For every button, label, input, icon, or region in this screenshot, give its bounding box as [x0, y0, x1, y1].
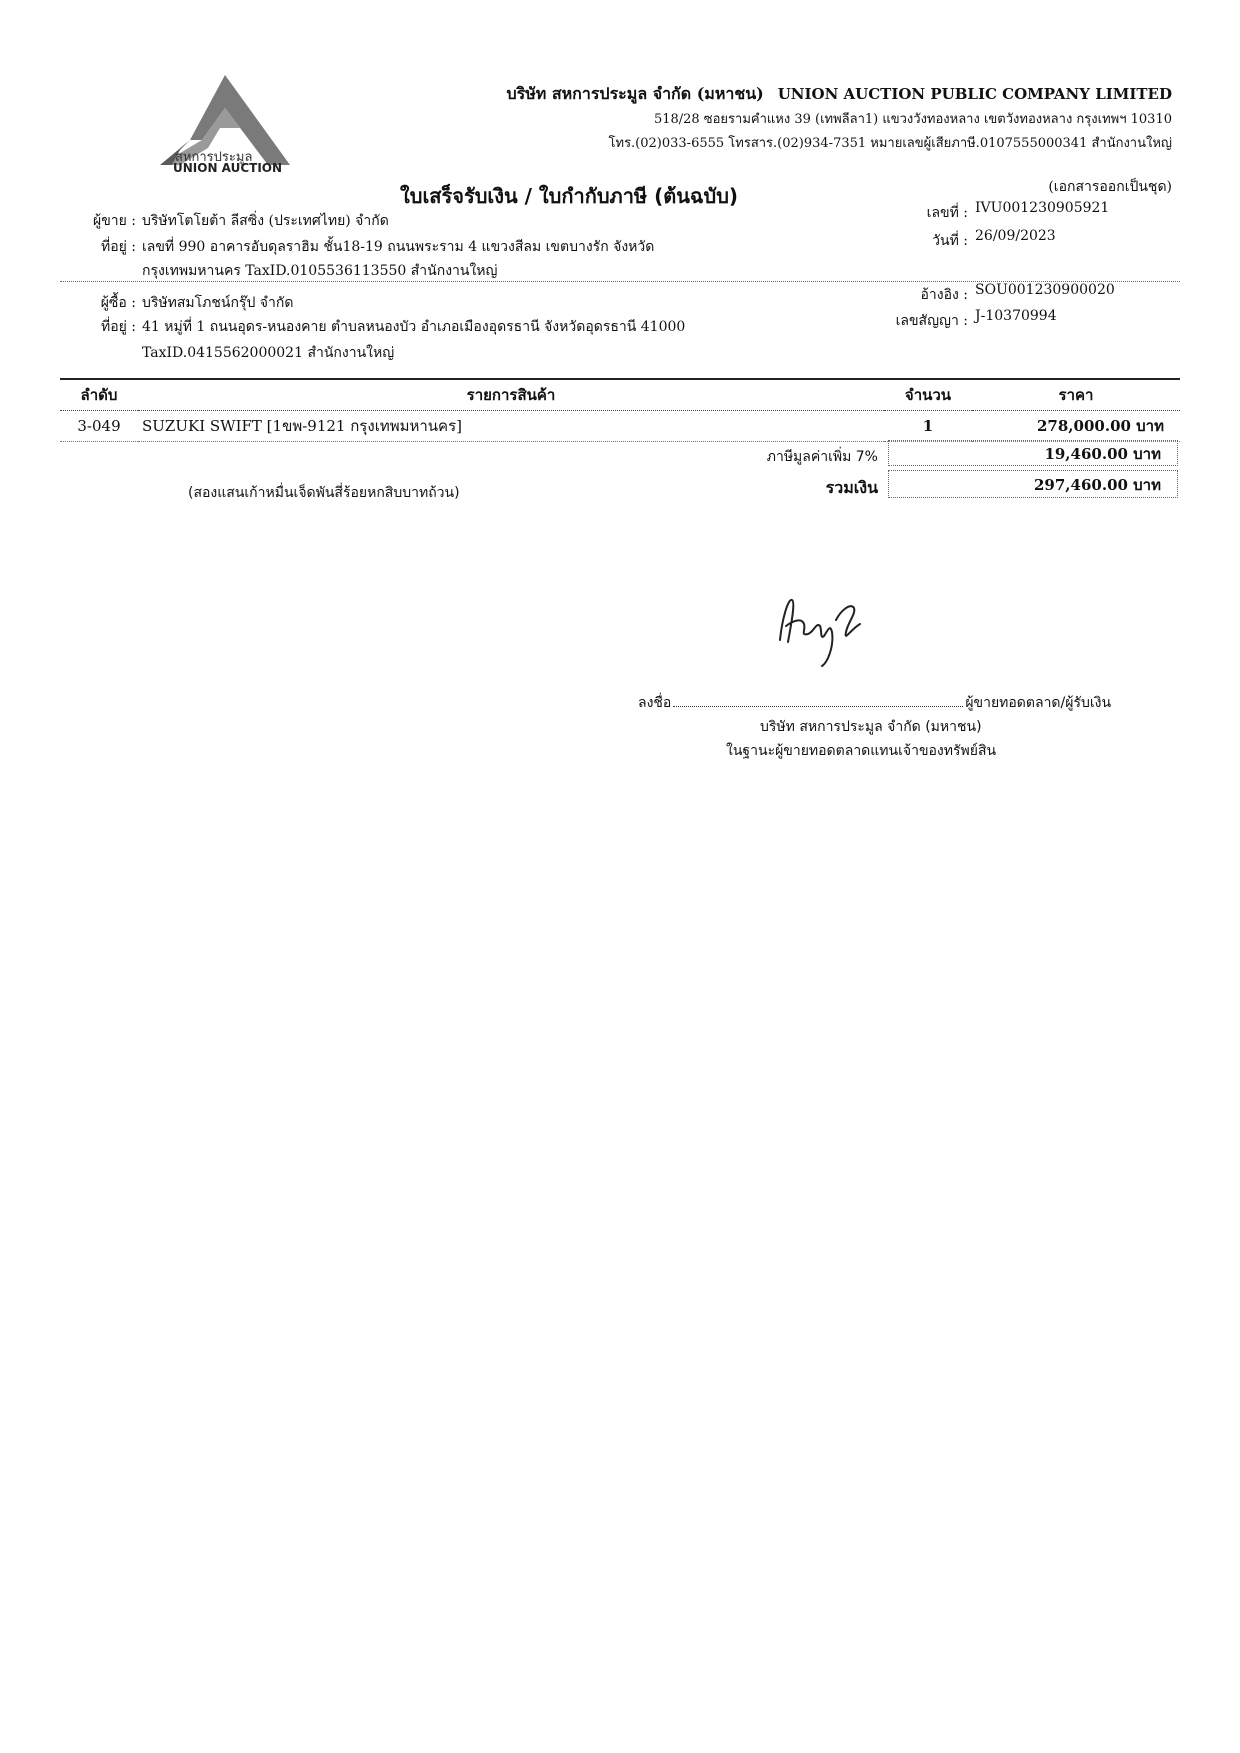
seller-address-line-2: กรุงเทพมหานคร TaxID.0105536113550 สำนักงานใหญ่ — [142, 263, 498, 279]
buyer-address-label: ที่อยู่ : — [100, 319, 136, 335]
document-date: 26/09/2023 — [975, 228, 1056, 244]
column-header-item: รายการสินค้า — [138, 379, 884, 411]
seller-address-line-1: เลขที่ 990 อาคารอับดุลราฮิม ชั้น18-19 ถนนพระราม 4 แขวงสีลม เขตบางรัก จังหวัด — [142, 239, 655, 255]
total-amount: 297,460.00 บาท — [888, 470, 1178, 498]
amount-in-words: (สองแสนเก้าหมื่นเจ็ดพันสี่ร้อยหกสิบบาทถ้วน) — [188, 485, 460, 501]
sign-label — [638, 692, 1111, 714]
buyer-address-line-1: 41 หมู่ที่ 1 ถนนอุดร-หนองคาย ตำบลหนองบัว อำเภอเมืองอุดรธานี จังหวัดอุดรธานี 41000 — [142, 319, 686, 335]
column-header-seq: ลำดับ — [60, 379, 138, 411]
items-table — [60, 378, 1180, 442]
document-number: IVU001230905921 — [975, 200, 1110, 216]
number-label: เลขที่ : — [926, 205, 968, 221]
divider — [60, 281, 1180, 282]
ref-label: อ้างอิง : — [920, 287, 968, 303]
contract-label: เลขสัญญา : — [895, 313, 968, 329]
column-header-price: ราคา — [972, 379, 1180, 411]
seller-label: ผู้ขาย : — [92, 213, 136, 229]
vat-label: ภาษีมูลค่าเพิ่ม 7% — [766, 449, 878, 465]
column-header-qty: จำนวน — [884, 379, 972, 411]
company-name-thai: บริษัท สหการประมูล จำกัด (มหาชน) — [506, 84, 764, 103]
document-title: ใบเสร็จรับเงิน / ใบกำกับภาษี (ต้นฉบับ) — [400, 184, 739, 208]
company-name — [506, 82, 1172, 107]
contract-number: J-10370994 — [975, 308, 1057, 324]
buyer-address-line-2: TaxID.0415562000021 สำนักงานใหญ่ — [142, 345, 395, 361]
handwritten-signature-icon — [770, 590, 880, 670]
table-row — [60, 411, 1180, 442]
total-label: รวมเงิน — [825, 478, 878, 497]
signature-company: บริษัท สหการประมูล จำกัด (มหาชน) — [760, 719, 982, 735]
row-item: SUZUKI SWIFT [1ขพ-9121 กรุงเทพมหานคร] — [138, 411, 884, 442]
company-contact: โทร.(02)033-6555 โทรสาร.(02)934-7351 หมายเลขผู้เสียภาษี.0107555000341 สำนักงานใหญ่ — [608, 136, 1172, 151]
logo-thai-text: สหการประมูล — [175, 150, 253, 165]
seller-name: บริษัทโตโยต้า ลีสซิ่ง (ประเทศไทย) จำกัด — [142, 213, 389, 229]
signature-capacity: ในฐานะผู้ขายทอดตลาดแทนเจ้าของทรัพย์สิน — [726, 743, 997, 759]
row-seq: 3-049 — [60, 411, 138, 442]
company-address: 518/28 ซอยรามคำแหง 39 (เทพลีลา1) แขวงวังทองหลาง เขตวังทองหลาง กรุงเทพฯ 10310 — [653, 112, 1172, 127]
company-name-english: UNION AUCTION PUBLIC COMPANY LIMITED — [777, 85, 1172, 103]
vat-amount: 19,460.00 บาท — [888, 440, 1178, 466]
logo-english-text: UNION AUCTION — [173, 161, 283, 175]
table-header-row — [60, 379, 1180, 411]
date-label: วันที่ : — [932, 233, 968, 249]
signature-role: ผู้ขายทอดตลาด/ผู้รับเงิน — [965, 695, 1112, 711]
buyer-label: ผู้ซื้อ : — [100, 295, 136, 311]
signature-dotted-line — [673, 706, 963, 707]
row-price: 278,000.00 บาท — [972, 411, 1180, 442]
reference-number: SOU001230900020 — [975, 282, 1115, 298]
seller-address-label: ที่อยู่ : — [100, 239, 136, 255]
buyer-name: บริษัทสมโภชน์กรุ๊ป จำกัด — [142, 295, 294, 311]
sign-label-text: ลงชื่อ — [638, 695, 672, 711]
row-qty: 1 — [884, 411, 972, 442]
document-set-note: (เอกสารออกเป็นชุด) — [1048, 179, 1172, 195]
